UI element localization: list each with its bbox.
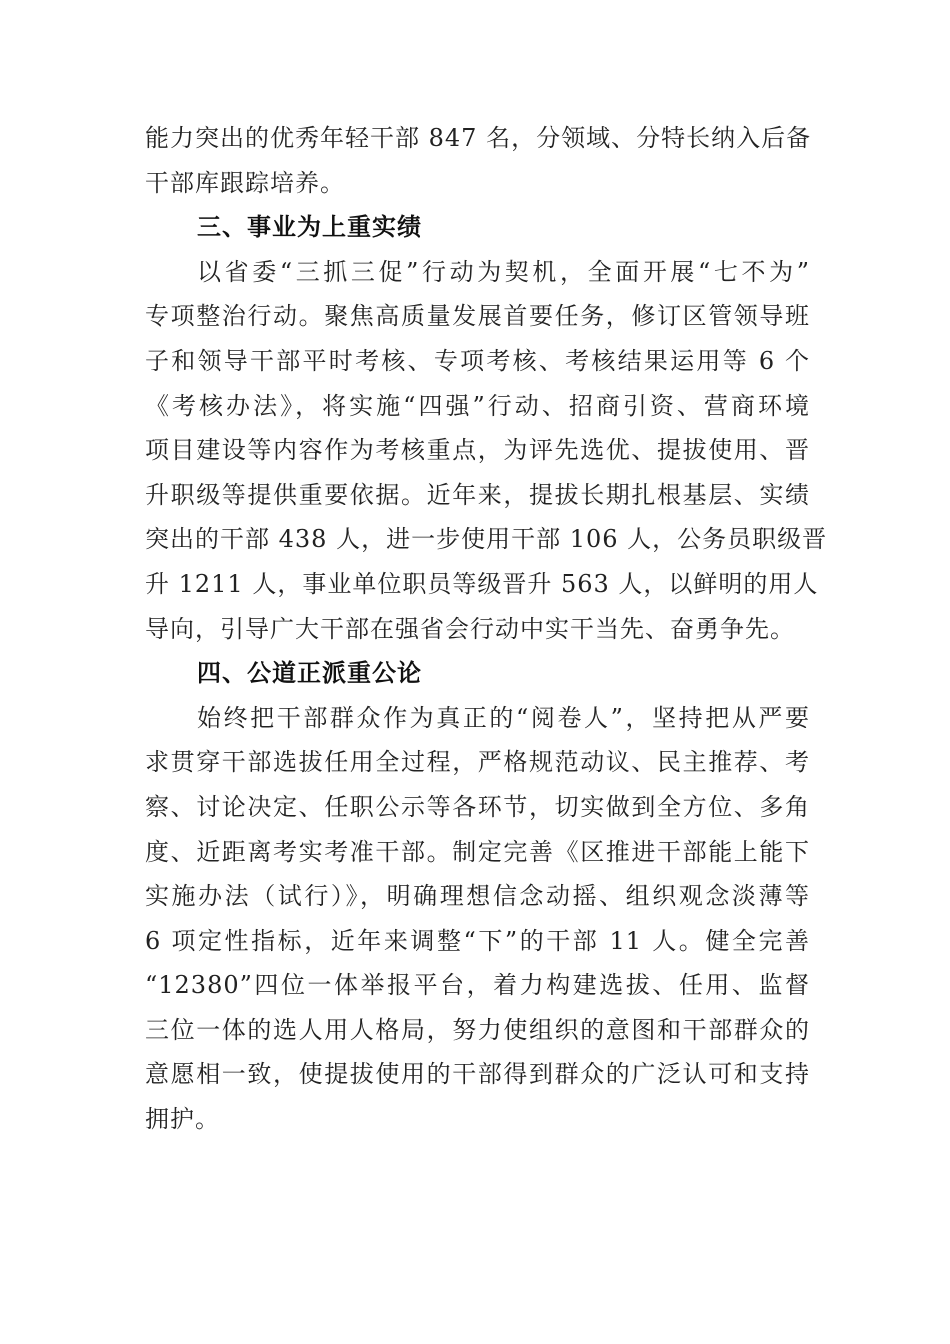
section-heading-three: 三、事业为上重实绩 <box>197 213 422 242</box>
body-line: 度、近距离考实考准干部。制定完善《区推进干部能上能下 <box>145 837 810 866</box>
body-line: 察、讨论决定、任职公示等各环节，切实做到全方位、多角 <box>145 792 810 821</box>
body-line: 突出的干部 438 人，进一步使用干部 106 人，公务员职级晋 <box>145 525 828 554</box>
body-line: 能力突出的优秀年轻干部 847 名，分领域、分特长纳入后备 <box>145 124 812 152</box>
body-line: 以省委“三抓三促”行动为契机，全面开展“七不为” <box>197 257 810 286</box>
section-heading-four: 四、公道正派重公论 <box>197 659 422 688</box>
body-line: 升职级等提供重要依据。近年来，提拔长期扎根基层、实绩 <box>145 480 810 509</box>
body-line: 子和领导干部平时考核、专项考核、考核结果运用等 6 个 <box>145 346 810 375</box>
body-line: 《考核办法》，将实施“四强”行动、招商引资、营商环境 <box>145 391 810 420</box>
body-line: 实施办法（试行）》，明确理想信念动摇、组织观念淡薄等 <box>145 882 810 911</box>
body-line: 专项整治行动。聚焦高质量发展首要任务，修订区管领导班 <box>145 302 810 331</box>
body-line: 升 1211 人，事业单位职员等级晋升 563 人，以鲜明的用人 <box>145 569 819 598</box>
body-line: 干部库跟踪培养。 <box>145 168 345 197</box>
body-line: 项目建设等内容作为考核重点，为评先选优、提拔使用、晋 <box>145 436 810 465</box>
body-line: 导向，引导广大干部在强省会行动中实干当先、奋勇争先。 <box>145 614 795 643</box>
body-line: 始终把干部群众作为真正的“阅卷人”，坚持把从严要 <box>197 703 810 732</box>
body-line: 拥护。 <box>145 1105 220 1134</box>
body-line: 求贯穿干部选拔任用全过程，严格规范动议、民主推荐、考 <box>145 748 810 777</box>
body-line: 意愿相一致，使提拔使用的干部得到群众的广泛认可和支持 <box>145 1060 810 1089</box>
body-line: 6 项定性指标，近年来调整“下”的干部 11 人。健全完善 <box>145 926 810 955</box>
body-line: “12380”四位一体举报平台，着力构建选拔、任用、监督 <box>145 971 810 1000</box>
body-line: 三位一体的选人用人格局，努力使组织的意图和干部群众的 <box>145 1015 810 1044</box>
document-body <box>145 116 828 1142</box>
